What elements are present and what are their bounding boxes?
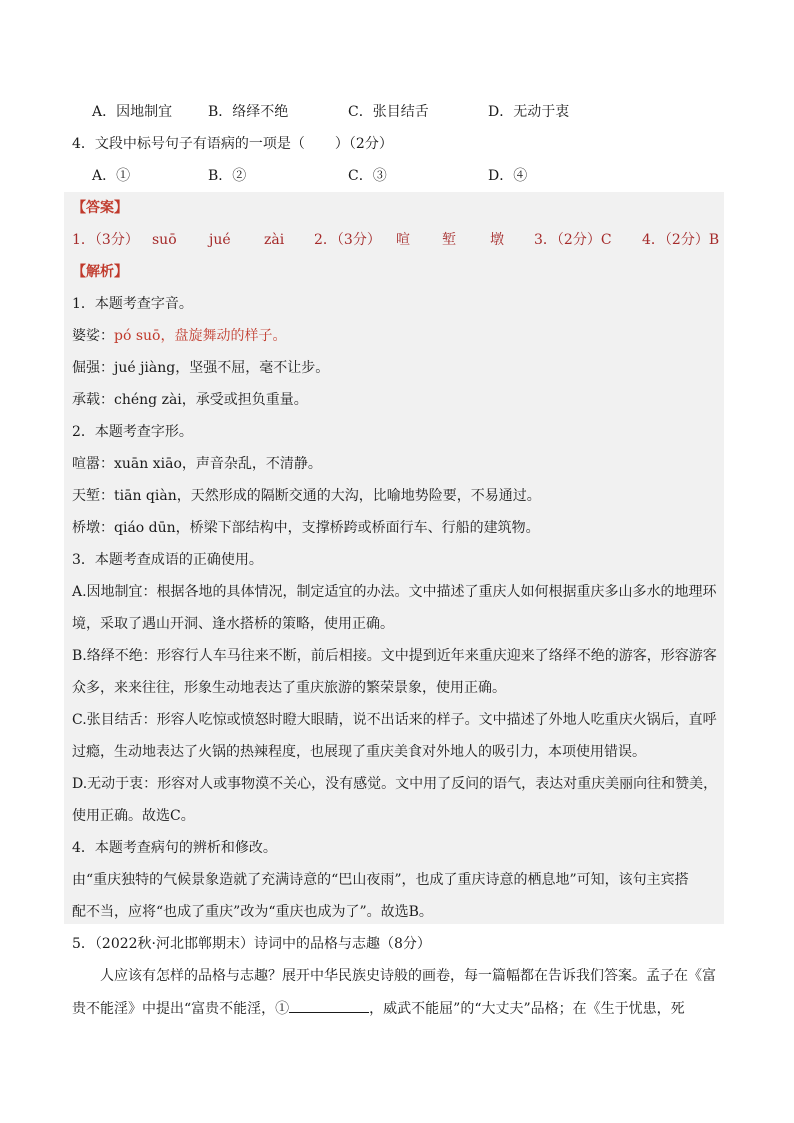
q5-text-after-blank: ，威武不能屈”的“大丈夫”品格；在《生于忧患，死 [369,1001,685,1017]
analysis-line: 喧嚣：xuān xiāo，声音杂乱，不清静。 [72,456,322,472]
answer-item-2: 2．（3分） [314,232,381,248]
analysis-definition-red: pó suō，盘旋舞动的样子。 [114,328,287,344]
analysis-term: 婆娑： [72,328,114,344]
analysis-line: 天堑：tiān qiàn，天然形成的隔断交通的大沟，比喻地势险要，不易通过。 [72,488,541,504]
q3-option-d: D．无动于衷 [488,104,570,120]
analysis-line: 过瘾，生动地表达了火锅的热辣程度，也展现了重庆美食对外地人的吸引力，本项使用错误。 [72,744,646,760]
answer-item-pinyin-2: jué [209,232,231,248]
answer-label: 【答案】 [72,200,128,216]
q4-option-b: B．② [208,168,247,184]
analysis-line: 桥墩：qiáo dūn，桥梁下部结构中，支撑桥跨或桥面行车、行船的建筑物。 [72,520,540,536]
analysis-line: 使用正确。故选C。 [72,808,195,824]
analysis-label: 【解析】 [72,264,128,280]
q5-paragraph-line: 人应该有怎样的品格与志趣？展开中华民族史诗般的画卷，每一篇幅都在告诉我们答案。孟子在《富 [100,968,716,984]
analysis-line: 1．本题考查字音。 [72,296,193,312]
analysis-line: 2．本题考查字形。 [72,424,193,440]
q5-paragraph-line [72,998,685,1019]
answer-item-char-2: 堑 [442,232,456,248]
q4-stem-text: 4．文段中标号句子有语病的一项是（ [72,136,305,152]
analysis-line: C.张目结舌：形容人吃惊或愤怒时瞪大眼睛，说不出话来的样子。文中描述了外地人吃重庆火锅后，直呼 [72,712,717,728]
analysis-line: D.无动于衷：形容对人或事物漠不关心，没有感觉。文中用了反问的语气，表达对重庆美丽向往和赞美， [72,776,718,792]
analysis-line: 众多，来来往往，形象生动地表达了重庆旅游的繁荣景象，使用正确。 [72,680,506,696]
answer-item-1: 1．（3分） [72,232,139,248]
q5-text-before-blank: 贵不能淫》中提出“富贵不能淫，① [72,1001,290,1017]
analysis-line: 承载：chéng zài，承受或担负重量。 [72,392,308,408]
analysis-line: A.因地制宜：根据各地的具体情况，制定适宜的办法。文中描述了重庆人如何根据重庆多山多水的地理环 [72,584,717,600]
q5-blank-1[interactable] [289,998,369,1013]
answer-item-pinyin-3: zài [264,232,285,248]
q4-stem-end: ）（2分） [334,136,393,152]
answer-item-pinyin-1: suō [152,232,177,248]
analysis-line: 3．本题考查成语的正确使用。 [72,552,263,568]
analysis-line [72,326,286,346]
answer-item-4: 4．（2分）B [642,232,720,248]
analysis-line: 倔强：jué jiàng，坚强不屈，毫不让步。 [72,360,330,376]
q3-option-a: A．因地制宜 [92,104,173,120]
q4-stem [72,134,393,154]
analysis-line: 境，采取了遇山开洞、逢水搭桥的策略，使用正确。 [72,616,394,632]
analysis-line: 4．本题考查病句的辨析和修改。 [72,840,277,856]
q5-title: 5．（2022秋·河北邯郸期末）诗词中的品格与志趣（8分） [72,936,431,952]
analysis-line: 配不当，应将“也成了重庆”改为“重庆也成为了”。故选B。 [72,904,433,920]
answer-item-char-1: 喧 [396,232,410,248]
answer-item-char-3: 墩 [490,232,504,248]
q4-option-c: C．③ [348,168,387,184]
q3-option-c: C．张目结舌 [348,104,429,120]
analysis-line: B.络绎不绝：形容行人车马往来不断，前后相接。文中提到近年来重庆迎来了络绎不绝的游客，形容游客 [72,648,717,664]
q4-option-a: A．① [92,168,131,184]
analysis-line: 由“重庆独特的气候景象造就了充满诗意的“巴山夜雨”，也成了重庆诗意的栖息地”可知，该句主宾搭 [72,872,689,888]
q4-option-d: D．④ [488,168,528,184]
q3-option-b: B．络绎不绝 [208,104,289,120]
answer-item-3: 3．（2分）C [534,232,612,248]
